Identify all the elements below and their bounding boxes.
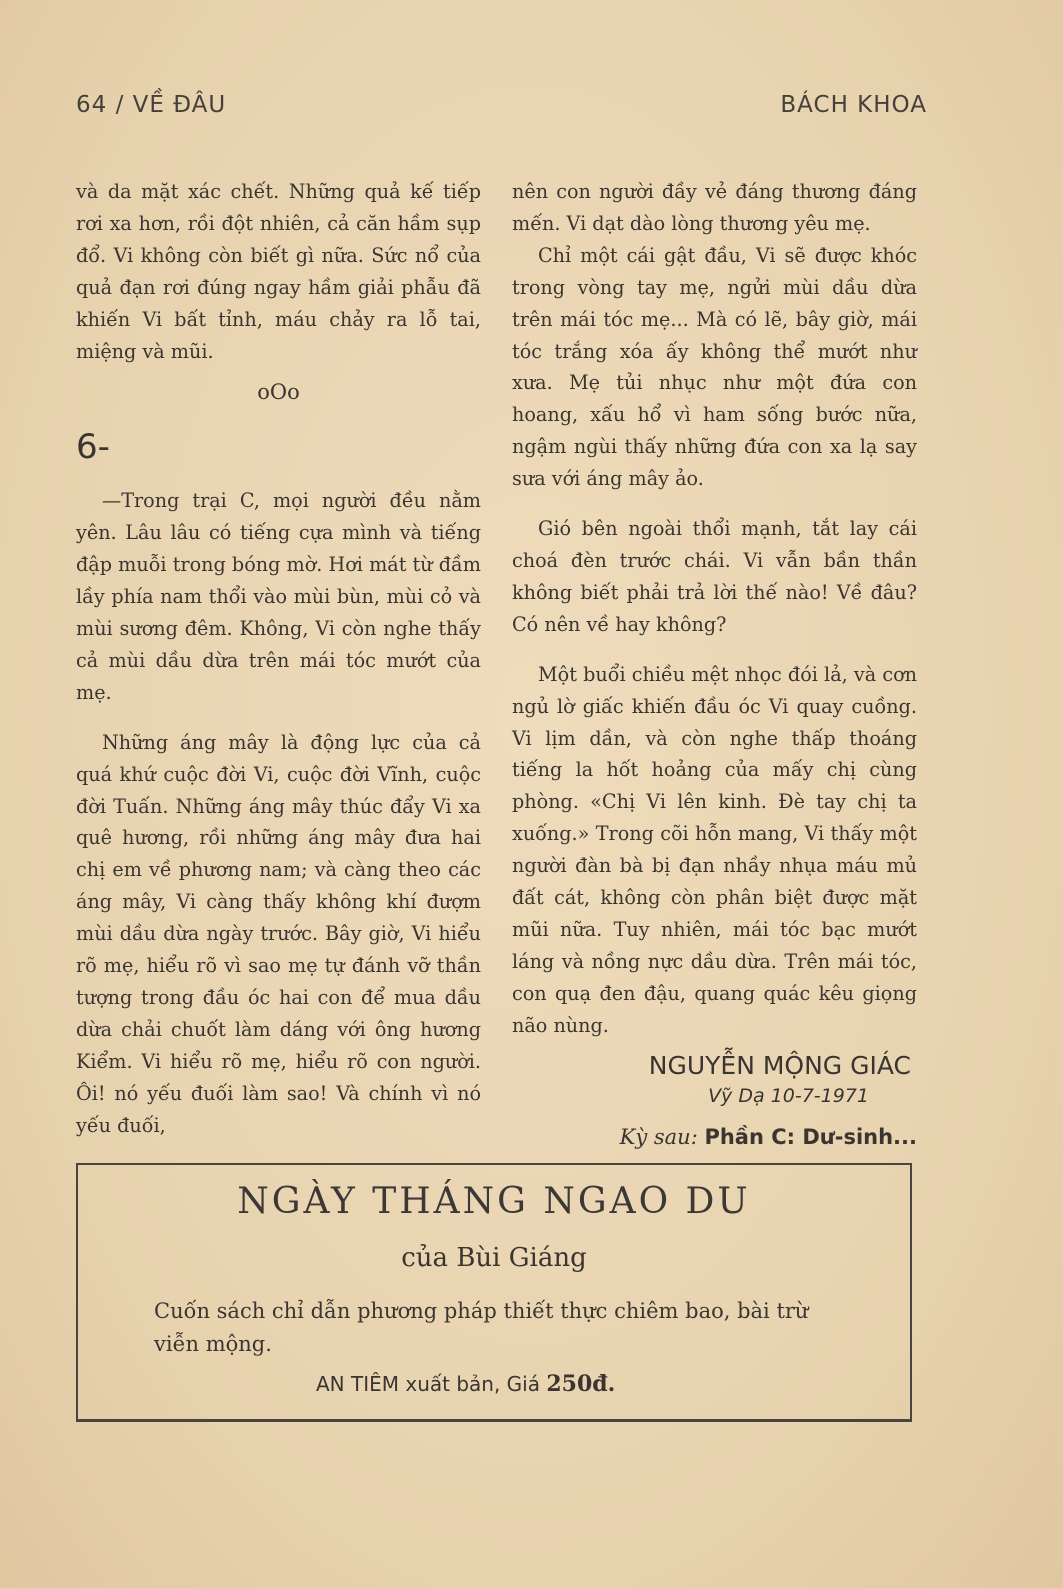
- ad-book-description: Cuốn sách chỉ dẫn phương pháp thiết thực chiêm bao, bài trừ viễn mộng.: [154, 1299, 809, 1356]
- header-page-title: 64 / VỀ ĐÂU: [76, 92, 227, 118]
- ad-book-author: của Bùi Giáng: [401, 1243, 587, 1273]
- ad-book-title: NGÀY THÁNG NGAO DU: [237, 1181, 751, 1222]
- paragraph: —Trong trại C, mọi người đều nằm yên. Lâu lâu có tiếng cựa mình và tiếng đập muỗi trong bóng mờ. Hơi mát từ đầm lầy phía nam thổi vào mùi bùn, mùi cỏ và mùi sương đêm. Không, Vi còn nghe thấy cả mùi dầu dừa trên mái tóc mướt của mẹ.: [76, 489, 481, 704]
- paragraph: Một buổi chiều mệt nhọc đói lả, và cơn ngủ lờ giấc khiến đầu óc Vi quay cuồng. Vi lịm dần, và còn nghe thấp thoáng tiếng la hốt hoảng của mấy chị cùng phòng. «Chị Vi lên kinh. Đè tay chị ta xuống.» Trong cõi hỗn mang, Vi thấy một người đàn bà bị đạn nhầy nhụa máu mủ đất cát, không còn phân biệt được mặt mũi nữa. Tuy nhiên, mái tóc bạc mướt láng và nồng nực dầu dừa. Trên mái tóc, con quạ đen đậu, quang quác kêu giọng não nùng.: [512, 662, 917, 1037]
- paragraph: Những áng mây là động lực của cả quá khứ cuộc đời Vi, cuộc đời Vĩnh, cuộc đời Tuấn. Những áng mây thúc đẩy Vi xa quê hương, rồi những áng mây đưa hai chị em về phương nam; và càng theo các áng mây, Vi càng thấy không khí đượm mùi dầu dừa ngày trước. Bây giờ, Vi hiểu rõ mẹ, hiểu rõ vì sao mẹ tự đánh vỡ thần tượng trong đầu óc hai con để mua dầu dừa chải chuốt làm dáng với ông hương Kiểm. Vi hiểu rõ mẹ, hiểu rõ con người. Ôi! nó yếu đuối làm sao! Và chính vì nó yếu đuối,: [76, 730, 481, 1137]
- ad-publisher: AN TIÊM xuất bản, Giá: [316, 1372, 540, 1396]
- next-installment-label: Kỳ sau:: [619, 1124, 698, 1149]
- header-magazine-name: BÁCH KHOA: [780, 92, 927, 118]
- paragraph: Chỉ một cái gật đầu, Vi sẽ được khóc trong vòng tay mẹ, ngửi mùi dầu dừa trên mái tóc mẹ... Mà có lẽ, bây giờ, mái tóc trắng xóa ấy không thể mướt như xưa. Mẹ tủi nhục như một đứa con hoang, xấu hổ vì ham sống bước nữa, ngậm ngùi thấy những đứa con xa lạ say sưa với áng mây ảo.: [512, 243, 917, 491]
- right-column: [512, 176, 917, 1152]
- ad-price: 250đ.: [546, 1371, 616, 1397]
- signature-date: Vỹ Dạ 10-7-1971: [708, 1084, 869, 1107]
- next-installment: [512, 1122, 917, 1152]
- author-signature: NGUYỄN MỘNG GIÁC: [648, 1050, 911, 1080]
- paragraph: Gió bên ngoài thổi mạnh, tắt lay cái choá đèn trước chái. Vi vẫn bần thần không biết phải trả lời thế nào! Về đâu? Có nên về hay không?: [512, 517, 917, 636]
- next-installment-title: Phần C: Dư-sinh...: [704, 1124, 917, 1149]
- section-number: 6-: [76, 427, 110, 468]
- paragraph: nên con người đầy vẻ đáng thương đáng mến. Vi dạt dào lòng thương yêu mẹ.: [512, 180, 917, 235]
- paragraph: và da mặt xác chết. Những quả kế tiếp rơi xa hơn, rồi đột nhiên, cả căn hầm sụp đổ. Vi không còn biết gì nữa. Sức nổ của quả đạn rơi đúng ngay hầm giải phẫu đã khiến Vi bất tỉnh, máu chảy ra lỗ tai, miệng và mũi.: [76, 180, 481, 363]
- section-separator: oOo: [257, 380, 300, 405]
- book-advertisement: [76, 1163, 912, 1422]
- ad-publisher-line: [316, 1371, 615, 1397]
- left-column: [76, 176, 481, 1141]
